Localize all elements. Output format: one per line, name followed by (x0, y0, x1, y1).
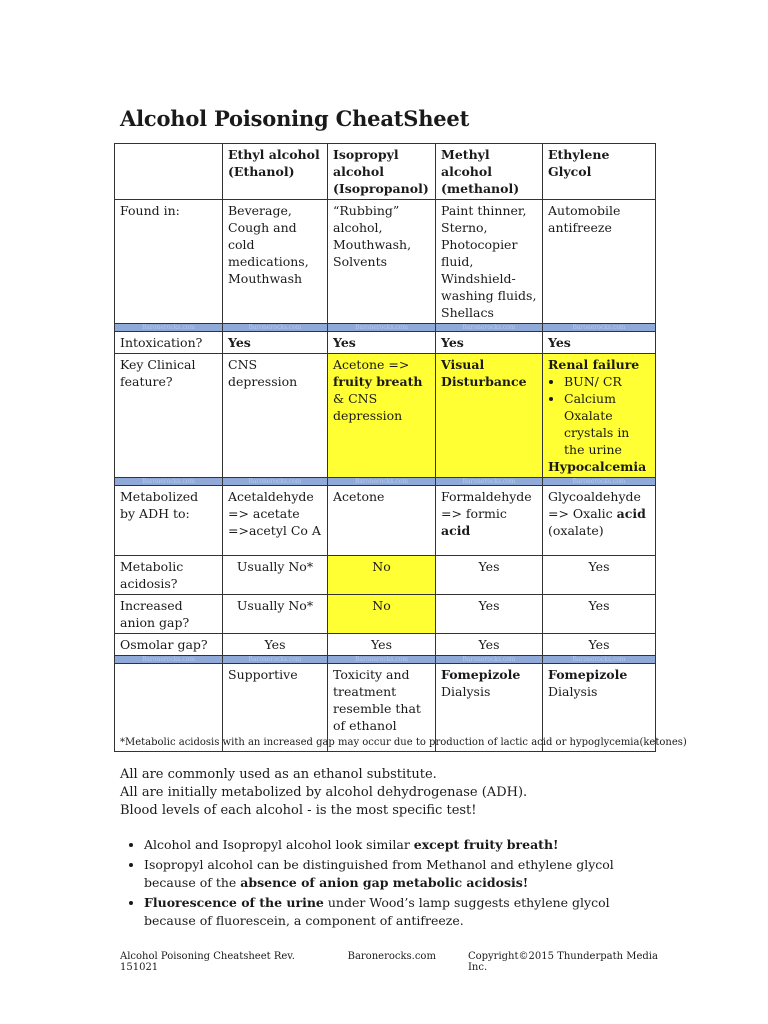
treatment-glycol-rest: Dialysis (548, 684, 598, 699)
list-item: • Calcium Oxalate crystals in the urine (564, 390, 650, 458)
footer-website: Baronerocks.com (347, 951, 436, 962)
clinical-glycol-extra: Hypocalcemia (548, 459, 647, 474)
anion-gap-methanol: Yes (436, 595, 543, 634)
header-methanol: Methyl alcohol (methanol) (436, 144, 543, 200)
clinical-ethanol: CNS depression (223, 354, 328, 478)
osmolar-gap-ethylene-glycol: Yes (543, 634, 656, 656)
clinical-ethylene-glycol (543, 354, 656, 478)
watermark: Baronerocks.com (436, 656, 543, 664)
row-label-clinical-feature: Key Clinical feature? (115, 354, 223, 478)
row-label-anion-gap: Increased anion gap? (115, 595, 223, 634)
watermark: Baronerocks.com (436, 478, 543, 486)
bullet-bold: except fruity breath! (413, 837, 559, 852)
header-row (115, 144, 656, 200)
metabolic-acidosis-ethylene-glycol: Yes (543, 556, 656, 595)
bullet-list (120, 836, 640, 930)
watermark: Baronerocks.com (328, 324, 436, 332)
intoxication-ethylene-glycol: Yes (543, 332, 656, 354)
osmolar-gap-methanol: Yes (436, 634, 543, 656)
row-label-osmolar-gap: Osmolar gap? (115, 634, 223, 656)
paragraph-line: All are initially metabolized by alcohol dehydrogenase (ADH). (120, 785, 528, 800)
watermark: Baronerocks.com (223, 324, 328, 332)
clinical-methanol: Visual Disturbance (436, 354, 543, 478)
metabolic-acidosis-methanol: Yes (436, 556, 543, 595)
watermark: Baronerocks.com (328, 656, 436, 664)
watermark: Baronerocks.com (543, 324, 656, 332)
found-in-row (115, 200, 656, 324)
treatment-methanol-rest: Dialysis (441, 684, 491, 699)
intoxication-methanol: Yes (436, 332, 543, 354)
metabolic-acidosis-row (115, 556, 656, 595)
watermark: Baronerocks.com (543, 656, 656, 664)
clinical-isopropanol-post: & CNS depression (333, 391, 403, 423)
row-label-found-in: Found in: (115, 200, 223, 324)
row-label-intoxication: Intoxication? (115, 332, 223, 354)
bullet-bold: absence of anion gap metabolic acidosis! (240, 875, 529, 890)
metabolized-glycol-pre: Glycoaldehyde => Oxalic (548, 489, 641, 521)
osmolar-gap-isopropanol: Yes (328, 634, 436, 656)
footnote: *Metabolic acidosis with an increased gap may occur due to production of lactic acid or hypoglycemia(ketones) (120, 737, 687, 748)
watermark: Baronerocks.com (223, 478, 328, 486)
anion-gap-isopropanol: No (328, 595, 436, 634)
found-in-ethylene-glycol: Automobile antifreeze (543, 200, 656, 324)
metabolized-methanol-bold: acid (441, 523, 471, 538)
anion-gap-row (115, 595, 656, 634)
watermark: Baronerocks.com (115, 656, 223, 664)
watermark: Baronerocks.com (223, 656, 328, 664)
osmolar-gap-ethanol: Yes (223, 634, 328, 656)
watermark: Baronerocks.com (436, 324, 543, 332)
metabolized-glycol-bold: acid (616, 506, 646, 521)
clinical-isopropanol-bold: fruity breath (333, 374, 423, 389)
metabolized-glycol-post: (oxalate) (548, 523, 604, 538)
bullet-text: Alcohol and Isopropyl alcohol look similar (144, 837, 414, 852)
watermark: Baronerocks.com (328, 478, 436, 486)
comparison-table (114, 143, 656, 752)
key-points (120, 836, 640, 932)
treatment-isopropanol: Toxicity and treatment resemble that of ethanol (328, 664, 436, 752)
separator-row (115, 478, 656, 486)
bullet-text: under Wood’s lamp suggests ethylene glycol because of fluorescein, a component of antifreeze. (144, 895, 610, 928)
bullet-bold: Fluorescence of the urine (144, 895, 324, 910)
list-item: • BUN/ CR (564, 373, 650, 390)
header-ethylene-glycol: Ethylene Glycol (543, 144, 656, 200)
found-in-ethanol: Beverage, Cough and cold medications, Mouthwash (223, 200, 328, 324)
page-title: Alcohol Poisoning CheatSheet (120, 106, 470, 131)
footer-revision: Alcohol Poisoning Cheatsheet Rev. 151021 (120, 951, 295, 973)
clinical-glycol-title: Renal failure (548, 357, 640, 372)
summary-paragraph (120, 766, 527, 820)
paragraph-line: Blood levels of each alcohol - is the most specific test! (120, 803, 477, 818)
separator-row (115, 656, 656, 664)
watermark: Baronerocks.com (115, 324, 223, 332)
metabolized-methanol (436, 486, 543, 556)
metabolized-methanol-pre: Formaldehyde => formic (441, 489, 532, 521)
metabolized-ethanol: Acetaldehyde => acetate =>acetyl Co A (223, 486, 328, 556)
intoxication-ethanol: Yes (223, 332, 328, 354)
separator-row (115, 324, 656, 332)
metabolized-isopropanol: Acetone (328, 486, 436, 556)
anion-gap-ethylene-glycol: Yes (543, 595, 656, 634)
intoxication-row (115, 332, 656, 354)
bullet-text: Isopropyl alcohol can be distinguished from Methanol and ethylene glycol because of the (144, 857, 614, 890)
header-isopropanol: Isopropyl alcohol (Isopropanol) (328, 144, 436, 200)
intoxication-isopropanol: Yes (328, 332, 436, 354)
row-label-metabolic-acidosis: Metabolic acidosis? (115, 556, 223, 595)
metabolized-ethylene-glycol (543, 486, 656, 556)
list-item (144, 894, 640, 930)
anion-gap-ethanol: Usually No* (223, 595, 328, 634)
metabolized-row (115, 486, 656, 556)
header-ethanol: Ethyl alcohol (Ethanol) (223, 144, 328, 200)
footer-copyright: Copyright©2015 Thunderpath Media Inc. (467, 951, 658, 973)
page-footer (120, 951, 660, 973)
treatment-ethanol: Supportive (223, 664, 328, 752)
watermark: Baronerocks.com (115, 478, 223, 486)
treatment-methanol-bold: Fomepizole (441, 667, 521, 682)
header-cell-empty (115, 144, 223, 200)
treatment-glycol-bold: Fomepizole (548, 667, 628, 682)
osmolar-gap-row (115, 634, 656, 656)
watermark: Baronerocks.com (543, 478, 656, 486)
found-in-methanol: Paint thinner, Sterno, Photocopier fluid, Windshield-washing fluids, Shellacs (436, 200, 543, 324)
clinical-isopropanol-pre: Acetone => (333, 357, 410, 372)
metabolic-acidosis-ethanol: Usually No* (223, 556, 328, 595)
clinical-isopropanol (328, 354, 436, 478)
list-item (144, 836, 640, 854)
clinical-feature-row (115, 354, 656, 478)
list-item (144, 856, 640, 892)
metabolic-acidosis-isopropanol: No (328, 556, 436, 595)
paragraph-line: All are commonly used as an ethanol substitute. (120, 767, 437, 782)
found-in-isopropanol: “Rubbing” alcohol, Mouthwash, Solvents (328, 200, 436, 324)
clinical-glycol-list (548, 373, 650, 458)
row-label-metabolized: Metabolized by ADH to: (115, 486, 223, 556)
